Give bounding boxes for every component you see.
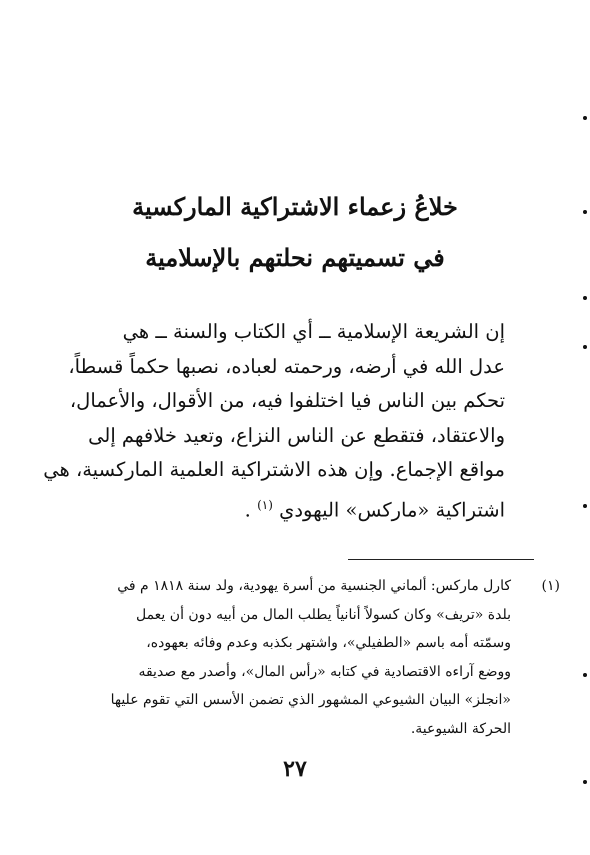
footnote-line: ووضع آراءه الاقتصادية في كتابه «رأس المال»، وأصدر مع صديقه: [138, 663, 511, 680]
footnote-line: كارل ماركس: ألماني الجنسية من أسرة يهودية، ولد سنة ١٨١٨ م في: [117, 578, 511, 594]
footnote-line: الحركة الشيوعية.: [410, 720, 511, 737]
body-line: عدل الله في أرضه، ورحمته لعباده، نصبها حكماً قسطاً،: [68, 354, 505, 378]
body-line: إن الشريعة الإسلامية ــ أي الكتاب والسنة ــ هي: [122, 320, 505, 343]
edge-mark: [583, 673, 587, 677]
chapter-title-line-1: خلاعُ زعماء الاشتراكية الماركسية: [132, 192, 458, 221]
edge-mark: [583, 504, 587, 508]
body-paragraph: [43, 315, 505, 528]
footnote-line: بلدة «تريف» وكان كسولاً أنانياً يطلب المال من أبيه دون أن يعمل: [135, 606, 511, 623]
body-line: تحكم بين الناس فيا اختلفوا فيه، من الأقوال، والأعمال،: [69, 389, 505, 413]
body-line: مواقع الإجماع. وإن هذه الاشتراكية العلمية الماركسية، هي: [43, 458, 505, 482]
body-line: والاعتقاد، فتقطع عن الناس النزاع، وتعيد خلافهم إلى: [88, 423, 505, 447]
chapter-title-line-2: في تسميتهم نحلتهم بالإسلامية: [145, 243, 445, 272]
footnote-divider: [348, 559, 534, 560]
edge-mark: [583, 116, 587, 120]
footnote-text: [93, 572, 511, 744]
body-line-last: [95, 488, 505, 528]
edge-mark: [583, 345, 587, 349]
body-line-text: اشتراكية «ماركس» اليهودي: [279, 498, 505, 522]
page-number: ٢٧: [283, 756, 307, 782]
edge-mark: [583, 780, 587, 784]
footnote-reference[interactable]: (١): [257, 497, 273, 512]
edge-mark: [583, 296, 587, 300]
footnote-line: «انجلز» البيان الشيوعي المشهور الذي تضمن الأسس التي تقوم عليها: [110, 692, 511, 709]
end-mark: .: [244, 498, 251, 522]
footnote-line: وسمّته أمه باسم «الطفيلي»، واشتهر بكذبه وعدم وفائه بعهوده،: [146, 635, 511, 652]
footnote-number: (١): [541, 578, 560, 594]
edge-mark: [583, 210, 587, 214]
